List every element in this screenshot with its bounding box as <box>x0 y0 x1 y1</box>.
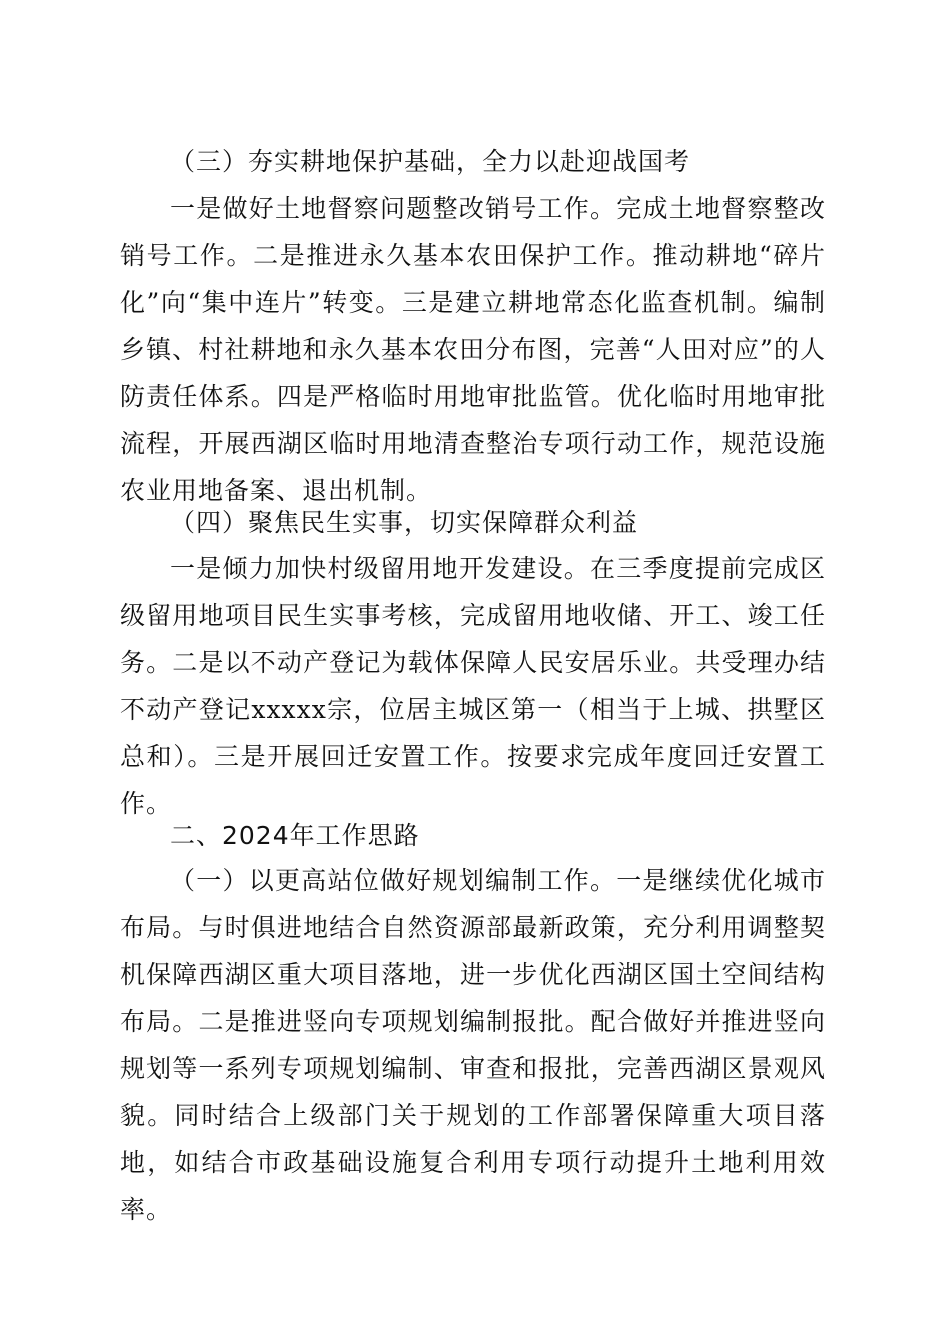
section-3-heading: （三）夯实耕地保护基础，全力以赴迎战国考 <box>170 147 691 176</box>
part-2-item-1: （一）以更高站位做好规划编制工作。一是继续优化城市布局。与时俱进地结合自然资源部最新政策，充分利用调整契机保障西湖区重大项目落地，进一步优化西湖区国土空间结构布局。二是推进竖向专项规划编制报批。配合做好并推进竖向规划等一系列专项规划编制、审查和报批，完善西湖区景观风貌。同时结合上级部门关于规划的工作部署保障重大项目落地，如结合市政基础设施复合利用专项行动提升土地利用效率。 <box>120 866 826 1224</box>
section-4-heading: （四）聚焦民生实事，切实保障群众利益 <box>170 508 639 537</box>
part-2-heading: 二、2024年工作思路 <box>170 821 420 850</box>
section-4-body: 一是倾力加快村级留用地开发建设。在三季度提前完成区级留用地项目民生实事考核，完成留用地收储、开工、竣工任务。二是以不动产登记为载体保障人民安居乐业。共受理办结不动产登记xxxxx宗，位居主城区第一（相当于上城、拱墅区总和）。三是开展回迁安置工作。按要求完成年度回迁安置工作。 <box>120 554 826 818</box>
section-3-body: 一是做好土地督察问题整改销号工作。完成土地督察整改销号工作。二是推进永久基本农田保护工作。推动耕地“碎片化”向“集中连片”转变。三是建立耕地常态化监查机制。编制乡镇、村社耕地和永久基本农田分布图，完善“人田对应”的人防责任体系。四是严格临时用地审批监管。优化临时用地审批流程，开展西湖区临时用地清查整治专项行动工作，规范设施农业用地备案、退出机制。 <box>120 194 826 505</box>
